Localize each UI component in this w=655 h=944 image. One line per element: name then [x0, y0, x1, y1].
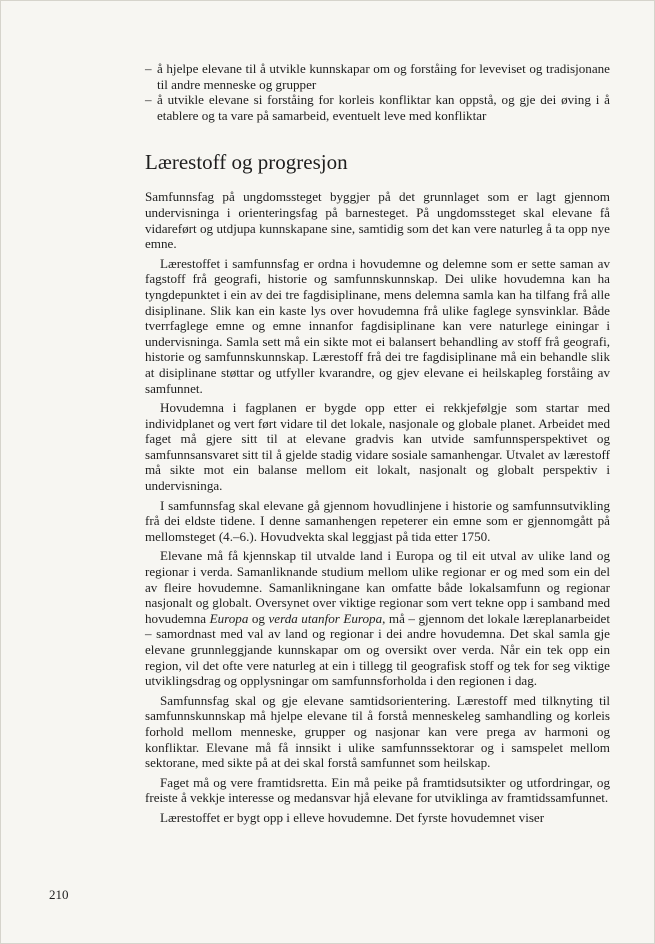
page-content: [145, 61, 610, 826]
body-paragraph: Lærestoffet i samfunnsfag er ordna i hovudemne og delemne som er sette saman av fagstoff frå geografi, historie og samfunnskunnskap. Dei ulike hovudemna kan ha tyngdepunktet i ein av dei tre fagdisiplinane, mens delemna samla kan ha tilfang frå alle disiplinane. Slik kan ein kaste lys over hovudemna frå ulike faglege synsvinklar. Både tverrfaglege emne og emne innanfor fagdisiplinane kan vere naturlege einingar i undervisninga. Samla sett må ein sikte mot ei balansert behandling av stoff frå geografi, historie og samfunnskunnskap. Lærestoff frå dei tre fagdisiplinane må ein behandle slik at disiplinane støttar og utfyller kvarandre, og gjev elevane ei heilskapleg forståing av samfunnet.: [145, 255, 610, 396]
section-heading: Lærestoff og progresjon: [145, 150, 348, 175]
body-paragraph: Samfunnsfag på ungdomssteget byggjer på det grunnlaget som er lagt gjennom undervisninga i orienteringsfag på barnesteget. På ungdomssteget skal elevane få vidareført og utdjupa kunnskapane sine, samtidig som det kan vere naturleg å ta opp nye emne.: [145, 189, 610, 252]
body-paragraph: Lærestoffet er bygt opp i elleve hovudemne. Det fyrste hovudemnet viser: [160, 809, 545, 825]
page-number: 210: [49, 887, 69, 902]
body-paragraph: I samfunnsfag skal elevane gå gjennom hovudlinjene i historie og samfunnsutvikling frå dei eldste tidene. I denne samanhengen repeterer ein emne som er gjennomgått på mellomsteget (4.–6.). Hovudvekta skal leggjast på tida etter 1750.: [145, 497, 610, 544]
bullet-item: – å hjelpe elevane til å utvikle kunnskapar om og forståing for leveviset og tradisjonane til andre menneske og grupper: [145, 61, 610, 92]
bullet-list: [145, 61, 610, 123]
body-paragraph: Elevane må få kjennskap til utvalde land i Europa og til eit utval av ulike land og regionar i verda. Samanliknande studium mellom ulike regionar er og med som ein del av fleire hovudemne. Samanlikningane kan omfatte både lokalsamfunn og regionar nasjonalt og globalt. Oversynet over viktige regionar som vert tekne opp i samband med hovudemna Europa og verda utanfor Europa, må – gjennom det lokale læreplanarbeidet – samordnast med val av land og regionar i dei andre hovudemna. Det skal samla gje elevane grunnleggjande kunnskapar om og oversikt over verda. Når ein tek opp ein region, vil det ofte vere naturleg at ein i tillegg til geografisk stoff og tek for seg viktige utviklingsdrag og opplysningar om samfunnsforholda i den regionen i dag.: [145, 548, 610, 689]
body-paragraph: Hovudemna i fagplanen er bygde opp etter ei rekkjefølgje som startar med individplanet og vert ført vidare til det lokale, nasjonale og globale planet. Arbeidet med faget må gjere sitt til at elevane gradvis kan utvide samfunnsperspektivet og samfunnsansvaret sitt til å gjelde stadig vidare sosiale samanhengar. Utvalet av lærestoff må sikte mot ein balanse mellom eit lokalt, nasjonalt og globalt perspektiv i undervisninga.: [145, 400, 610, 494]
body-paragraph: Samfunnsfag skal og gje elevane samtidsorientering. Lærestoff med tilknyting til samfunnskunnskap må hjelpe elevane til å forstå menneskeleg samhandling og korleis forhold mellom menneske, grupper og nasjonar kan vere prega av harmoni og konfliktar. Elevane må få innsikt i ulike samfunnssektorar og i samspelet mellom sektorane, med sikte på at dei skal forstå samfunnet som heilskap.: [145, 692, 610, 771]
body-paragraph: Faget må og vere framtidsretta. Ein må peike på framtidsutsikter og utfordringar, og freiste å vekkje interesse og medansvar hjå elevane for utviklinga av framtidssamfunnet.: [145, 774, 610, 806]
emphasis-text: Europa: [209, 610, 249, 626]
bullet-item: – å utvikle elevane si forståing for korleis konfliktar kan oppstå, og gje dei øving i å etablere og ta vare på samarbeid, eventuelt leve med konfliktar: [145, 92, 610, 123]
emphasis-text: verda utanfor Europa: [268, 610, 383, 626]
